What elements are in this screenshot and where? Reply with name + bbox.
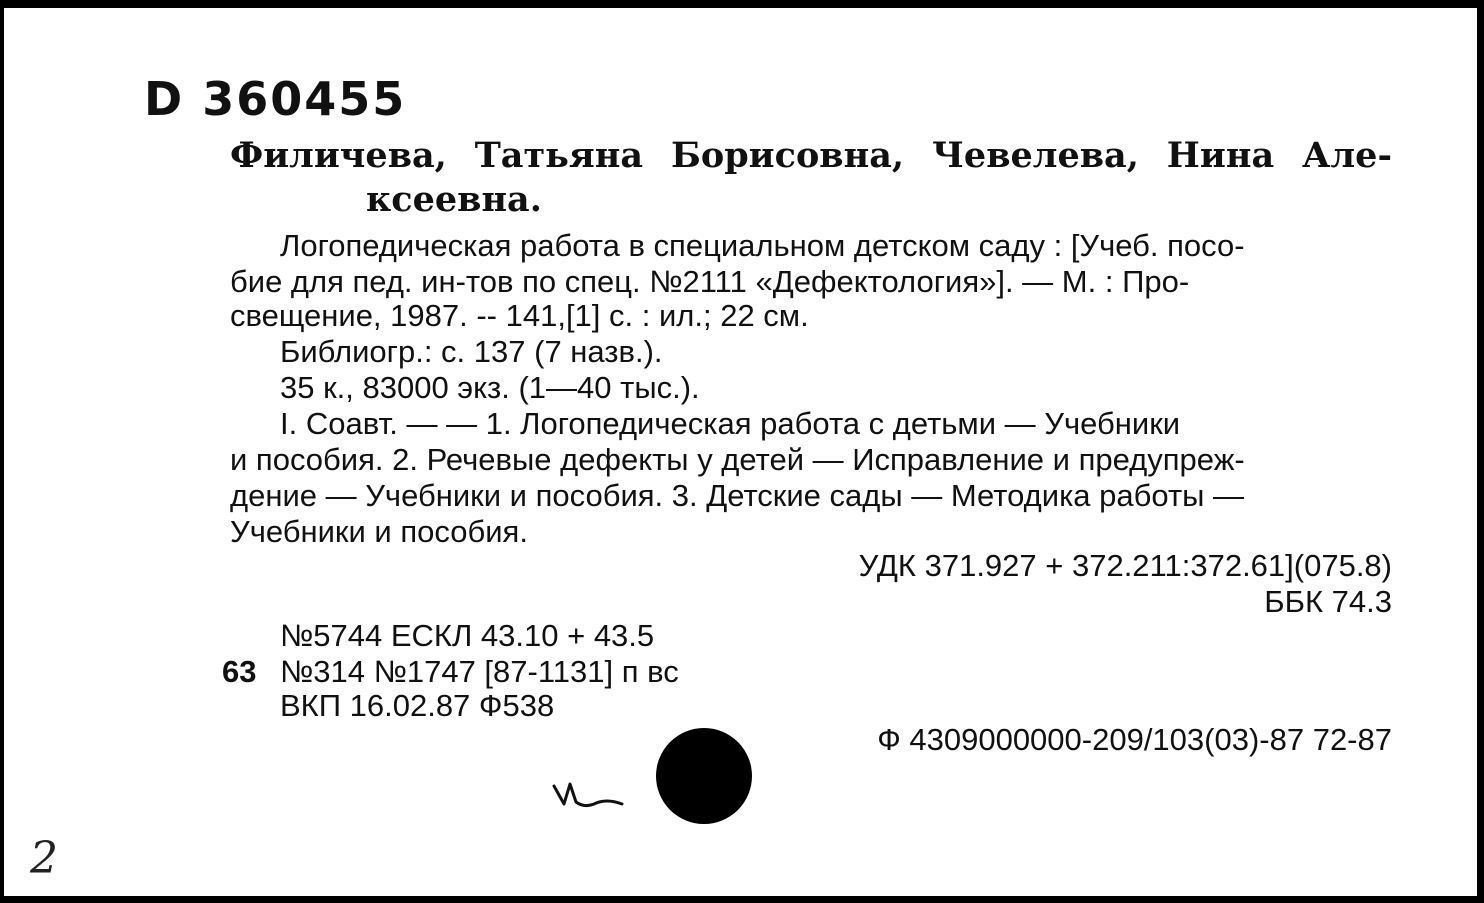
- title-line-1: Логопедическая работа в специальном детском саду : [Учеб. посо-: [280, 228, 1245, 263]
- author-word: Филичева,: [230, 135, 447, 176]
- catalog-line-2: №314 №1747 [87-1131] п вс: [280, 654, 679, 689]
- catalog-card: [4, 8, 1477, 896]
- handwritten-squiggle-icon: [550, 778, 630, 818]
- bbk-code: ББК 74.3: [1264, 584, 1392, 619]
- price-run-note: 35 к., 83000 экз. (1—40 тыс.).: [280, 370, 700, 405]
- title-line-3: свещение, 1987. -- 141,[1] с. : ил.; 22 см.: [230, 298, 809, 333]
- author-word: Татьяна: [474, 135, 644, 176]
- title-line-2: бие для пед. ин-тов по спец. №2111 «Дефектология»]. — М. : Про-: [230, 264, 1190, 299]
- author-line-2: ксеевна.: [366, 179, 542, 220]
- index-code: Ф 4309000000-209/103(03)-87 72-87: [877, 722, 1392, 757]
- catalog-number: 63: [222, 654, 257, 689]
- punch-hole: [656, 728, 752, 824]
- author-word: Чевелева,: [931, 135, 1139, 176]
- catalog-line-3: ВКП 16.02.87 Ф538: [280, 688, 555, 723]
- bibliography-note: Библиогр.: с. 137 (7 назв.).: [280, 334, 663, 369]
- catalog-line-1: №5744 ЕСКЛ 43.10 + 43.5: [280, 618, 655, 653]
- author-word: Нина: [1166, 135, 1275, 176]
- subject-line-4: Учебники и пособия.: [230, 514, 528, 549]
- author-word: Але-: [1302, 135, 1392, 176]
- author-line-1: [230, 134, 1392, 178]
- udc-code: УДК 371.927 + 372.211:372.61](075.8): [858, 548, 1392, 583]
- subject-line-3: дение — Учебники и пособия. 3. Детские сады — Методика работы —: [230, 478, 1245, 513]
- author-word: Борисовна,: [670, 135, 905, 176]
- subject-line-1: I. Соавт. — — 1. Логопедическая работа с детьми — Учебники: [280, 406, 1181, 441]
- accession-number: D 360455: [144, 72, 407, 126]
- handwritten-mark: 2: [30, 833, 58, 884]
- subject-line-2: и пособия. 2. Речевые дефекты у детей — Исправление и предупреж-: [230, 442, 1245, 477]
